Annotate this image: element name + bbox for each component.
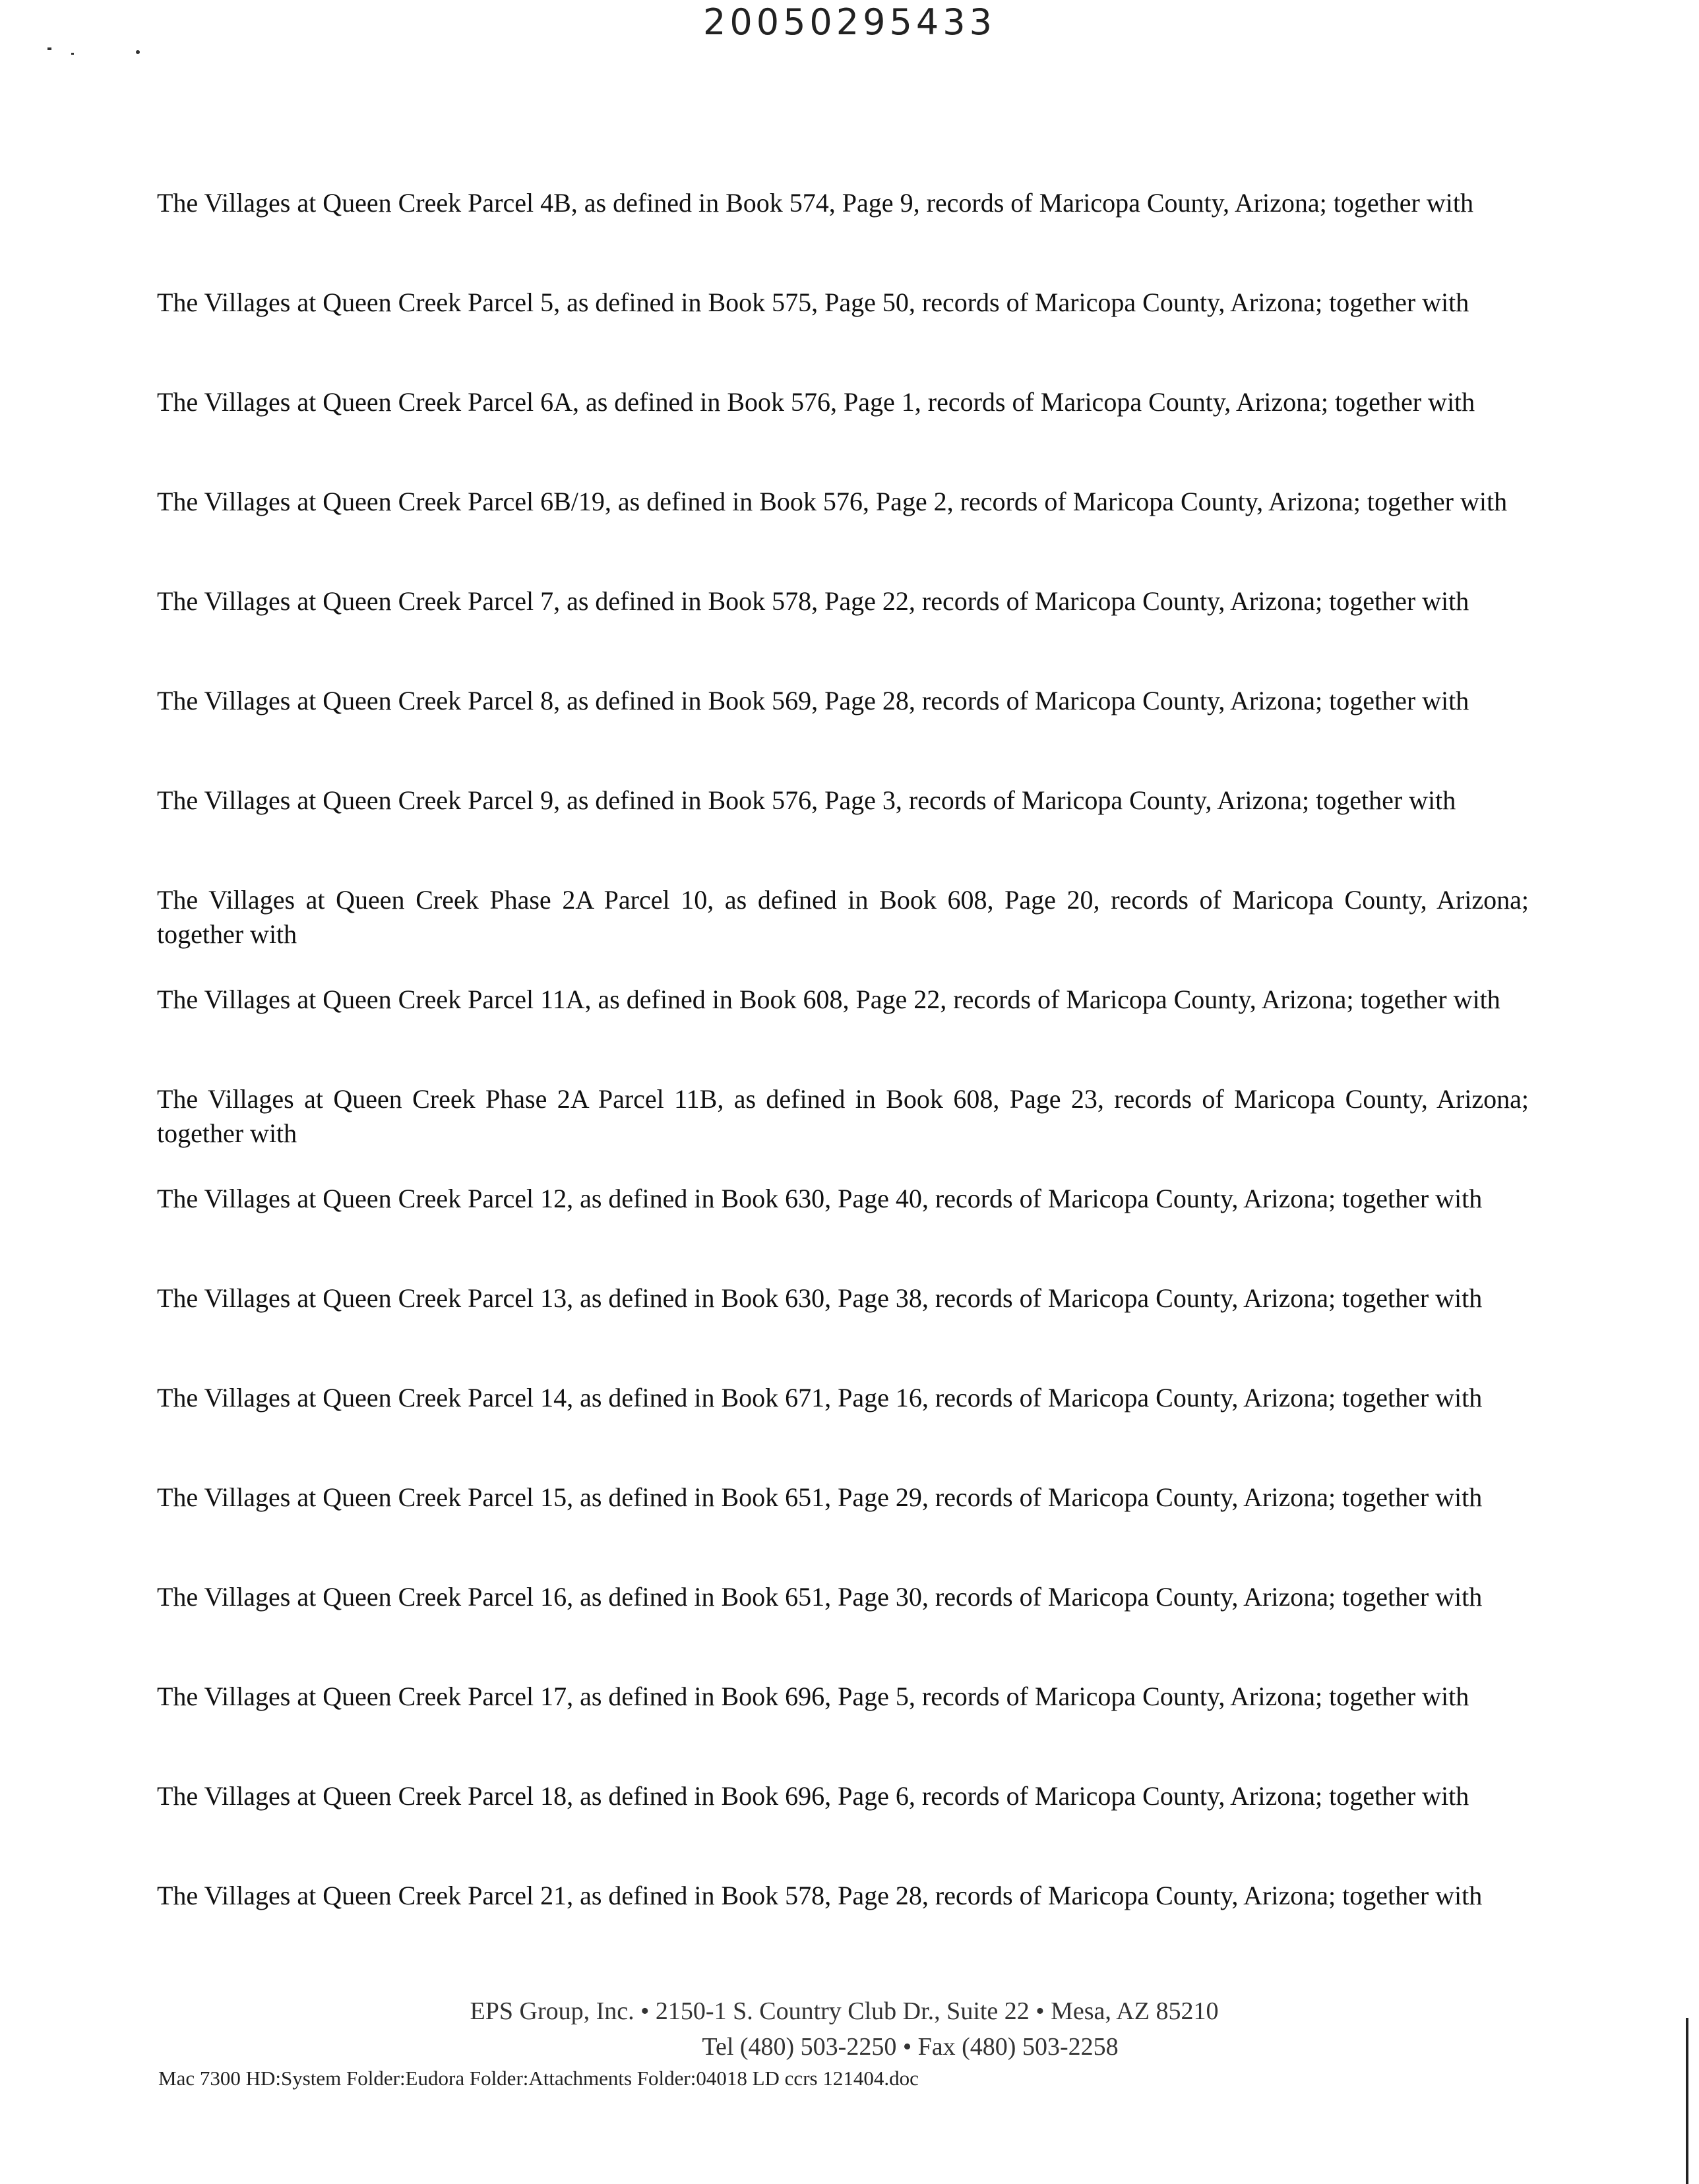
- parcel-list: [157, 186, 1529, 1978]
- parcel-entry: The Villages at Queen Creek Parcel 7, as defined in Book 578, Page 22, records of Maricopa County, Arizona; together with: [157, 586, 1469, 616]
- scan-speck: [136, 50, 140, 54]
- scan-edge-line: [1686, 2018, 1688, 2184]
- parcel-entry: The Villages at Queen Creek Phase 2A Parcel 11B, as defined in Book 608, Page 23, records of Maricopa County, Arizona; together with: [157, 1084, 1529, 1148]
- parcel-entry: The Villages at Queen Creek Parcel 5, as defined in Book 575, Page 50, records of Maricopa County, Arizona; together with: [157, 288, 1469, 317]
- parcel-entry: The Villages at Queen Creek Parcel 16, as defined in Book 651, Page 30, records of Maricopa County, Arizona; together with: [157, 1582, 1483, 1612]
- parcel-entry: The Villages at Queen Creek Parcel 17, as defined in Book 696, Page 5, records of Maricopa County, Arizona; together with: [157, 1682, 1469, 1711]
- parcel-entry: The Villages at Queen Creek Parcel 15, as defined in Book 651, Page 29, records of Maricopa County, Arizona; together with: [157, 1482, 1483, 1512]
- parcel-entry: The Villages at Queen Creek Phase 2A Parcel 10, as defined in Book 608, Page 20, records of Maricopa County, Arizona; together with: [157, 885, 1529, 949]
- parcel-entry: The Villages at Queen Creek Parcel 21, as defined in Book 578, Page 28, records of Maricopa County, Arizona; together with: [157, 1881, 1483, 1910]
- footer-contact-numbers: Tel (480) 503-2250 • Fax (480) 503-2258: [702, 2033, 1119, 2061]
- parcel-entry: The Villages at Queen Creek Parcel 6A, as defined in Book 576, Page 1, records of Maricopa County, Arizona; together with: [157, 387, 1475, 417]
- scan-speck: [47, 47, 51, 50]
- parcel-entry: The Villages at Queen Creek Parcel 12, as defined in Book 630, Page 40, records of Maricopa County, Arizona; together with: [157, 1184, 1483, 1213]
- parcel-entry: The Villages at Queen Creek Parcel 14, as defined in Book 671, Page 16, records of Maricopa County, Arizona; together with: [157, 1383, 1483, 1412]
- footer-company-address: EPS Group, Inc. • 2150-1 S. Country Club Dr., Suite 22 • Mesa, AZ 85210: [470, 1997, 1219, 2025]
- parcel-entry: The Villages at Queen Creek Parcel 9, as defined in Book 576, Page 3, records of Maricopa County, Arizona; together with: [157, 785, 1456, 815]
- parcel-entry: The Villages at Queen Creek Parcel 8, as defined in Book 569, Page 28, records of Maricopa County, Arizona; together with: [157, 686, 1469, 715]
- parcel-entry: The Villages at Queen Creek Parcel 18, as defined in Book 696, Page 6, records of Maricopa County, Arizona; together with: [157, 1781, 1469, 1811]
- parcel-entry: The Villages at Queen Creek Parcel 13, as defined in Book 630, Page 38, records of Maricopa County, Arizona; together with: [157, 1283, 1483, 1313]
- scan-speck: [71, 53, 74, 55]
- parcel-entry: The Villages at Queen Creek Parcel 4B, as defined in Book 574, Page 9, records of Maricopa County, Arizona; together with: [157, 188, 1473, 218]
- parcel-entry: The Villages at Queen Creek Parcel 6B/19, as defined in Book 576, Page 2, records of Maricopa County, Arizona; together with: [157, 487, 1508, 516]
- document-number: 20050295433: [703, 1, 996, 43]
- footer-file-path: Mac 7300 HD:System Folder:Eudora Folder:Attachments Folder:04018 LD ccrs 121404.doc: [158, 2067, 919, 2090]
- parcel-entry: The Villages at Queen Creek Parcel 11A, as defined in Book 608, Page 22, records of Maricopa County, Arizona; together with: [157, 985, 1500, 1014]
